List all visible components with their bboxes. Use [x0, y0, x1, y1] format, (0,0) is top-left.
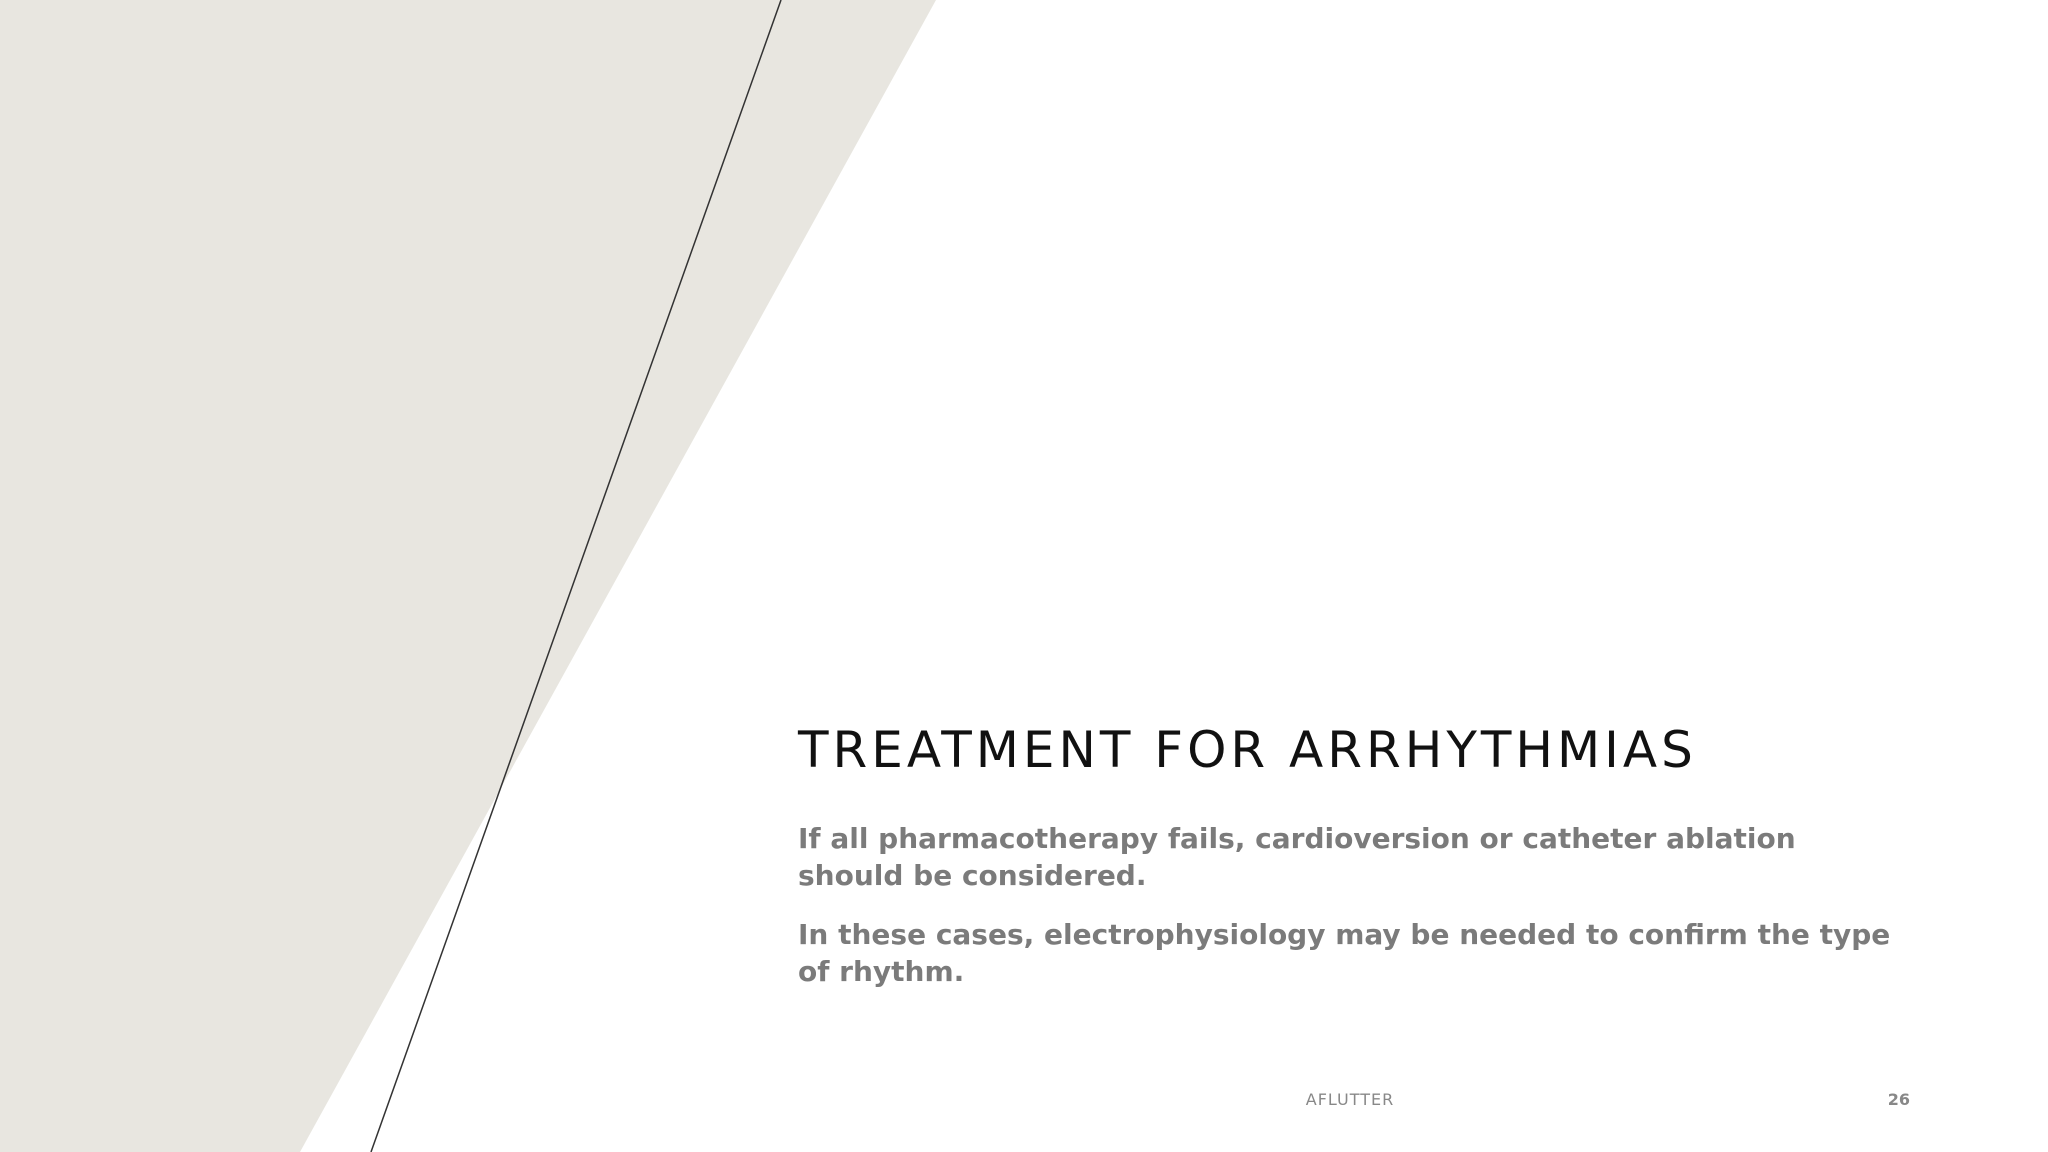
body-paragraph: In these cases, electrophysiology may be needed to confirm the type of rhythm.: [798, 918, 1891, 988]
slide-title: TREATMENT FOR ARRHYTHMIAS: [798, 721, 1697, 779]
body-paragraph: If all pharmacotherapy fails, cardioversion or catheter ablation should be considered.: [798, 822, 1796, 892]
slide-body: [798, 820, 1898, 1012]
beige-diagonal-shape: [0, 0, 936, 1152]
footer-label: AFLUTTER: [1305, 1090, 1395, 1109]
page-number: 26: [1887, 1090, 1910, 1109]
